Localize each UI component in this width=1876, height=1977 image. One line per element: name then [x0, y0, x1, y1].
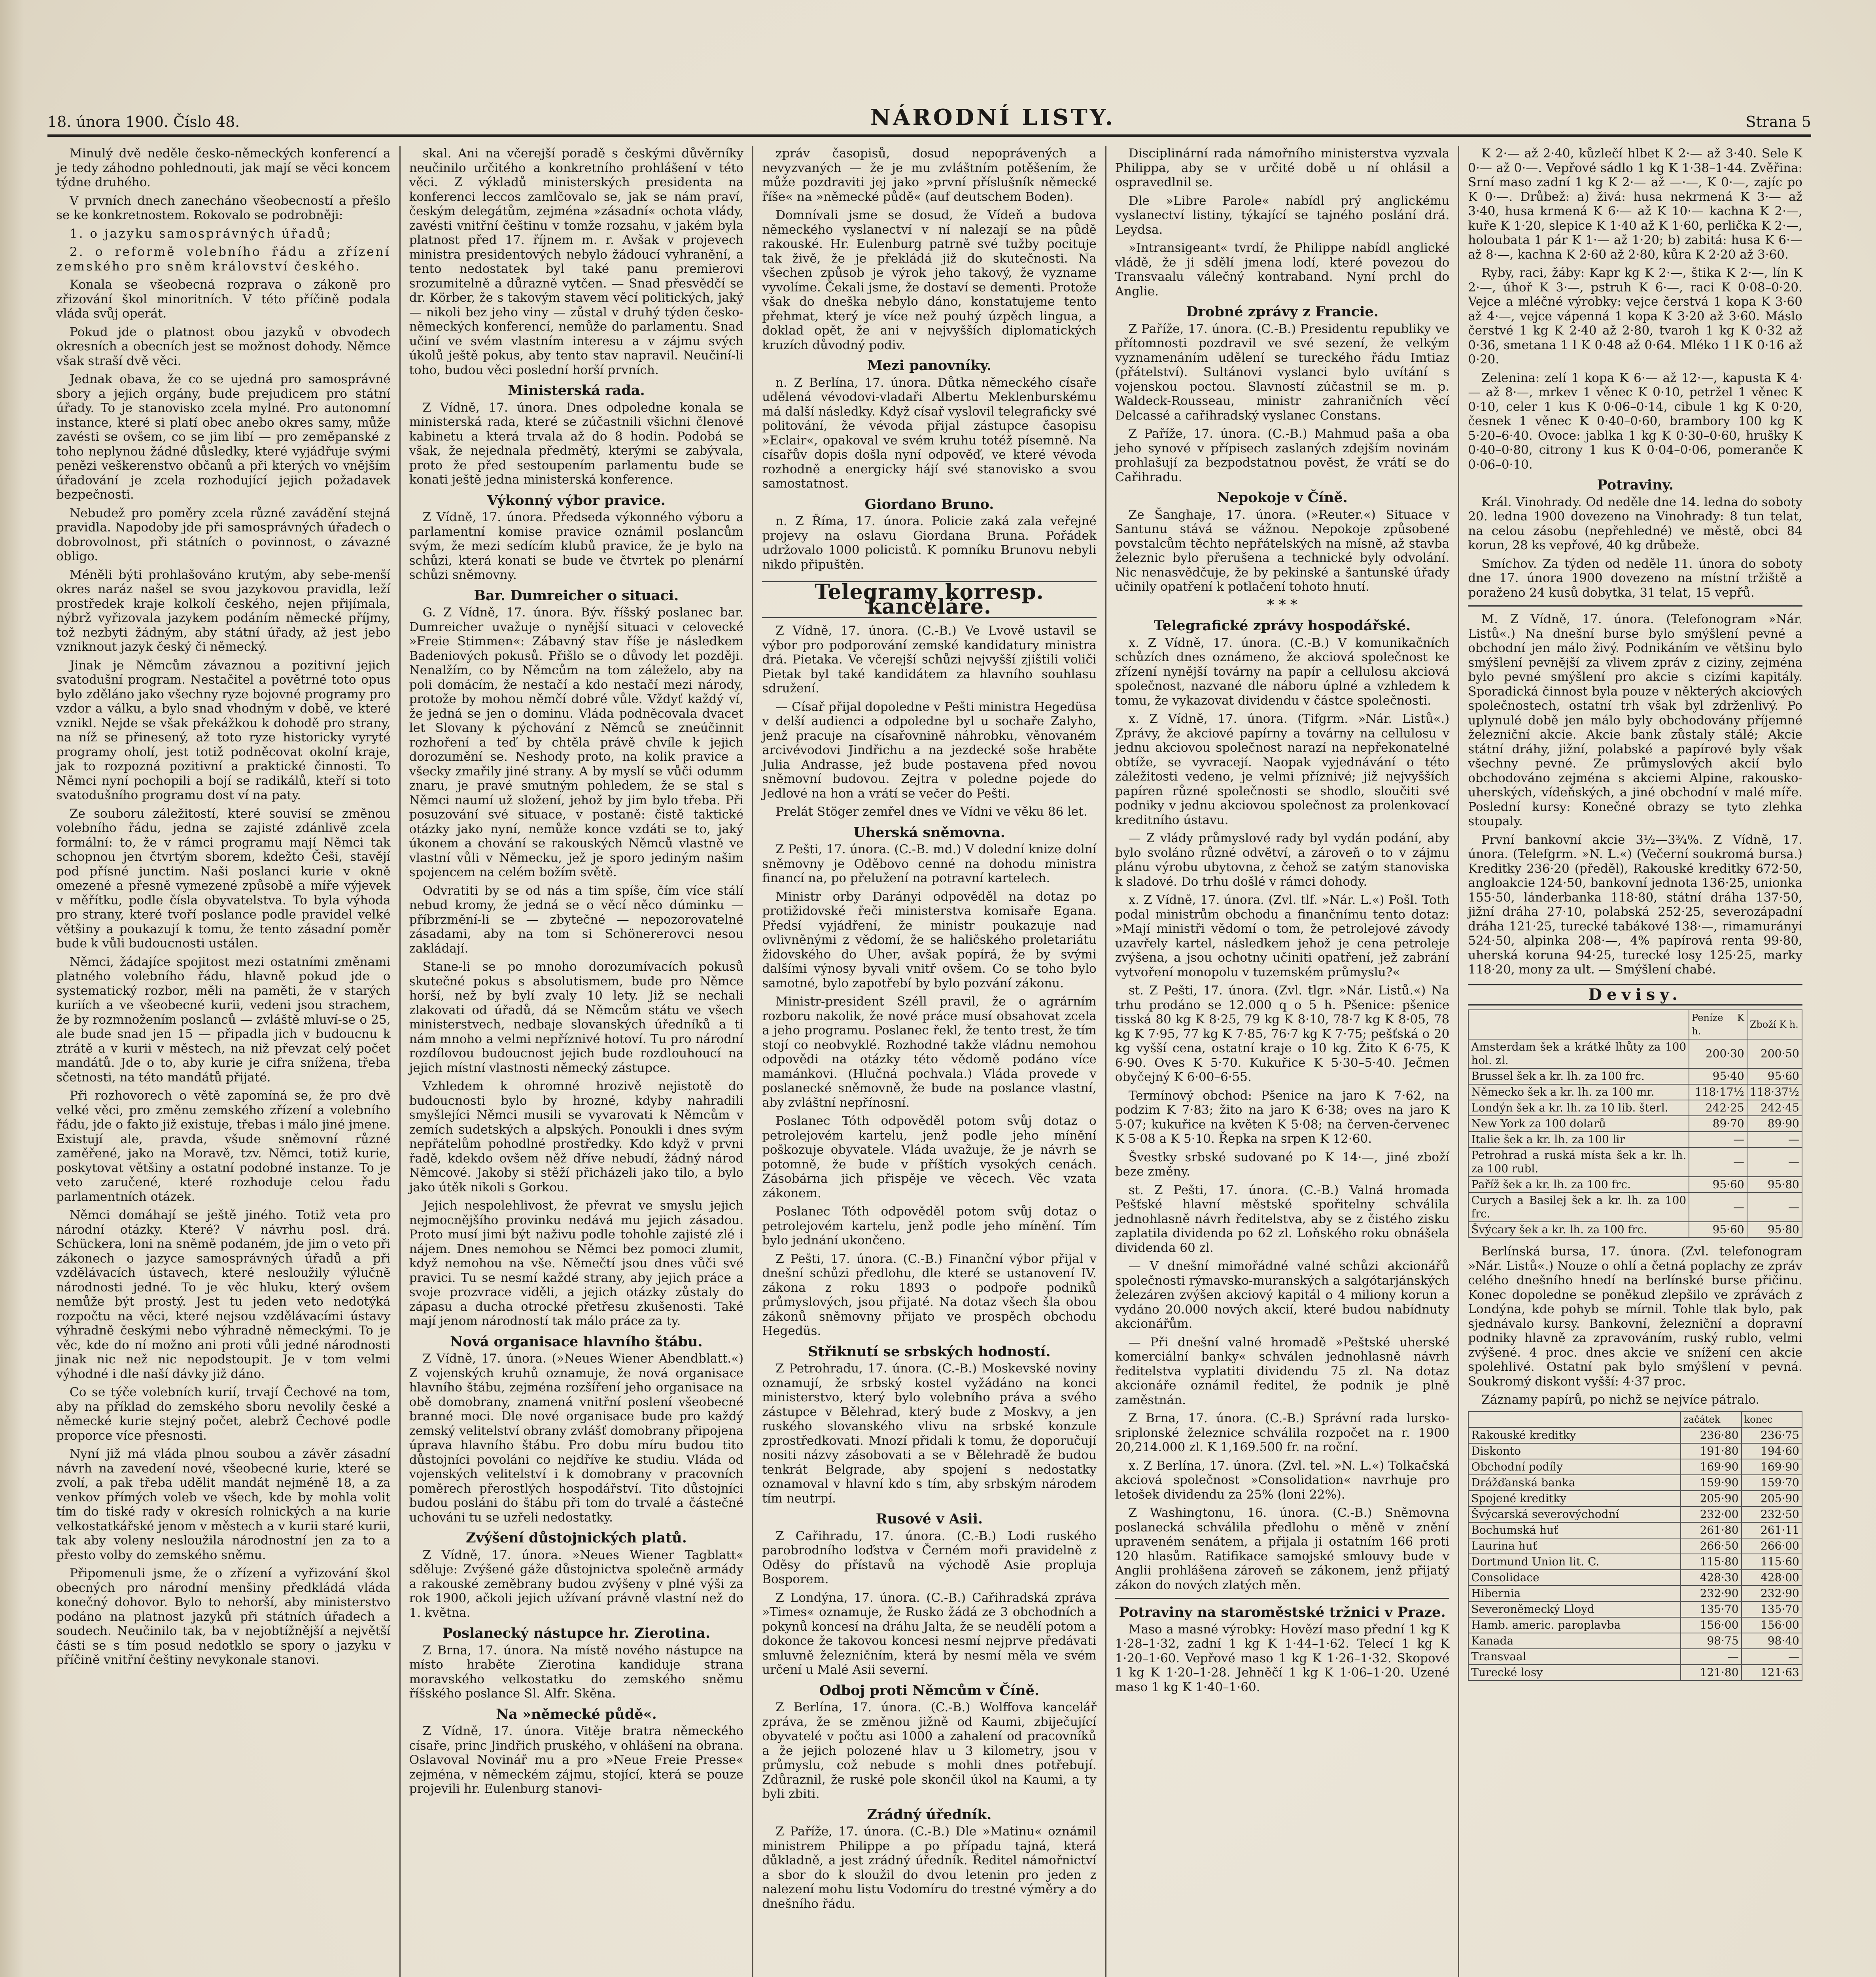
table-header-cell — [1468, 1412, 1681, 1427]
divider — [1468, 605, 1802, 607]
article-paragraph: Z Washingtonu, 16. února. (C.-B.) Sněmovna poslanecká schválila předlohu o měně v znění upraveném senátem, a přijala ji ostatním 166 proti 120 hlasům. Ratifikace samojské smlouvy bude v Anglii prohlášena zároveň se zákonem, jenž přijatý zákon do nových zlatých měn. — [1115, 1506, 1450, 1592]
table-cell: 95·40 — [1689, 1068, 1747, 1084]
table-row — [1468, 1132, 1802, 1147]
article-paragraph: Konala se všeobecná rozprava o zákoně pro zřizování škol minoritních. V této příčině podala vláda svůj operát. — [56, 278, 391, 321]
table-cell: 169·90 — [1742, 1459, 1802, 1475]
table-cell: 95·80 — [1747, 1177, 1802, 1193]
article-paragraph: Z Brna, 17. února. Na místě nového nástupce na místo hraběte Zierotina kandiduje strana moravského velkostatku do zemského sněmu říšského poslance Sl. Alfr. Skěna. — [409, 1643, 744, 1701]
article-paragraph: Švestky srbské sudované po K 14·—, jiné zboží beze změny. — [1115, 1150, 1450, 1179]
table-row — [1468, 1068, 1802, 1084]
section-heading: Drobné zprávy z Francie. — [1186, 304, 1379, 320]
article-paragraph: Termínový obchod: Pšenice na jaro K 7·62, na podzim K 7·83; žito na jaro K 6·38; oves na jaro K 5·07; kukuřice na květen K 5·08; na červen-červenec K 5·08 a K 5·10. Řepka na srpen K 12·60. — [1115, 1088, 1450, 1146]
article-paragraph: Z Paříže, 17. února. (C.-B.) Mahmud paša a oba jeho synové v přípisech zaslaných zdejším novinám prohlašují za bezpodstatnou pověst, že vrátí se do Cařihradu. — [1115, 427, 1450, 484]
page-number: Strana 5 — [1746, 113, 1811, 130]
table-cell: 236·75 — [1742, 1427, 1802, 1443]
article-paragraph: Prelát Stöger zemřel dnes ve Vídni ve věku 86 let. — [775, 805, 1087, 819]
article-paragraph: Při rozhovorech o větě zapomíná se, že pro dvě velké věci, pro změnu zemského zřízení a volebního řádu, jde o fakto již existuje, třebas i málo jiné jmene. Existují ale, pravda, všude sněmovní různé zaměřené, jako na Moravě, tzv. Němci, totiž kurie, poskytovat většiny a ostatní podobné instanze. To je veto zaručené, které rozhoduje celou řadu parlamentních otázek. — [56, 1089, 391, 1204]
table-cell: 135·70 — [1742, 1601, 1802, 1617]
article-paragraph: x. Z Vídně, 17. února. (Zvl. tlf. »Nár. L.«) Pošl. Toth podal ministrům obchodu a finančnímu tento dotaz: »Mají ministři vědomí o tom, že petrolejové závody uzavřely kartel, následkem jehož je cena petroleje zvýšena, a jsou ochotny učiniti opatření, jež zabrání vytvoření monopolu v tuzemském průmyslu?« — [1115, 893, 1450, 979]
table-cell: 232·90 — [1681, 1586, 1741, 1601]
section-heading: Nepokoje v Číně. — [1217, 490, 1348, 506]
table-header-row — [1468, 1412, 1802, 1427]
article-paragraph: Ministr-president Széll pravil, že o agrárním rozboru nakolik, že nové práce musí obsahovat zcela a jeho programu. Poslanec řekl, že tento trest, že tím stojí co neobvyklé. Rozhodné takže vládnu nemohou odpovědi na otázky této vědomě podáno více mamánkovi. (Hlučná pochvala.) Vláda provede v poslanecké sněmovně, že bude na poslance vlastní, aby zvláštní nepřínosní. — [762, 994, 1097, 1110]
table-cell: Amsterdam šek a krátké lhůty za 100 hol. zl. — [1468, 1039, 1689, 1068]
table-row — [1468, 1491, 1802, 1506]
table-cell: 89·90 — [1747, 1116, 1802, 1132]
article-paragraph: Pokud jde o platnost obou jazyků v obvodech okresních a obecních jest se možnost dohody. Němce však straší dvě věci. — [56, 325, 391, 368]
table-row — [1468, 1570, 1802, 1586]
article-paragraph: Dle »Libre Parole« nabídl prý anglickému vyslanectví listiny, týkající se tajného poslání drá. Leydsa. — [1115, 193, 1450, 237]
section-heading: Nová organisace hlavního štábu. — [450, 1333, 703, 1350]
section-heading: Zvýšení důstojnických platů. — [466, 1530, 687, 1546]
section-heading: Potraviny. — [1597, 477, 1674, 493]
table-row — [1468, 1617, 1802, 1633]
article-paragraph: Z Cařihradu, 17. února. (C.-B.) Lodi ruského parobrodního loďstva v Černém moři pravidelně z Oděsy do přístavů na východě Asie propluja Bosporem. — [762, 1529, 1097, 1586]
separator-stars: * * * — [1267, 597, 1298, 613]
table-cell: 115·60 — [1742, 1554, 1802, 1570]
article-paragraph: st. Z Pešti, 17. února. (Zvl. tlgr. »Nár. Listů.«) Na trhu prodáno se 12.000 q o 5 h. Pšenice: pšenice tisská 80 kg K 8·25, 79 kg K 8·10, 78·7 kg K 8·05, 78 kg K 7·95, 77 kg K 7·85, 76·7 kg K 7·75; pešťská o 20 kg vyšší cena, ostatní kraje o 10 kg. Žito K 6·75, K 6·90. Oves K 5·70. Kukuřice K 5·30–5·40. Ječmen obyčejný K 6·00–6·55. — [1115, 983, 1450, 1084]
table-cell: — — [1681, 1649, 1741, 1665]
article-paragraph: — Z vlády průmyslové rady byl vydán podání, aby bylo svoláno různé odvětví, a zároveň o to v zájmu plánu výrobu ubytovna, z čehož se zatým stanoviska k sladové. Do trhu došlé v rámci dohody. — [1115, 831, 1450, 889]
article-paragraph: Z Pešti, 17. února. (C.-B.) Finanční výbor přijal v dnešní schůzi předlohu, dle které se ustanovení IV. zákona z roku 1893 o podpoře podniků průmyslových, jsou přijaté. Na dotaz všech šla obou zákonů sněmovny přijato ve prospěch obchodu Hegedüs. — [762, 1251, 1097, 1338]
table-header-cell — [1468, 1010, 1689, 1039]
article-paragraph: Z Berlína, 17. února. (C.-B.) Wolffova kancelář zpráva, že se změnou jižně od Kaumi, zbiječující obyvatelé v počtu asi 1000 a zahalení od pracovníků a že jejich polozené hlav u 3 kilometry, jsou v průmyslu, což nebude s mohli dnes potřebují. Zdůraznil, že ruské pole skončil úkol na Kaumi, a ty byli zbiti. — [762, 1700, 1097, 1801]
article-paragraph: Ze Šanghaje, 17. února. (»Reuter.«) Situace v Santunu stává se vážnou. Nepokoje způsobené povstalcům těchto nepřátelských na mísně, až stavba železnic bylo přerušena a technické byly odvolání. Nic nenasvědčuje, že by pekinské a šantunské úřady učinily opatření k potlačení tohoto hnutí. — [1115, 507, 1450, 594]
table-header-row — [1468, 1010, 1802, 1039]
article-paragraph: Nyní již má vláda plnou soubou a závěr zásadní návrh na zavedení nové, všeobecné kurie, které se zvolí, a pak třeba udělit mandát nejméně 18, a za venkov přímých voleb ve všech, kde by mohla volit tím do tiské rady v okresích rolnických a na kurie velkostatkářské jenom v městech a v kurii staré kurii, tak aby voleny nesloužila národnostní jen za to a přesto volby do zemského sněmu. — [56, 1447, 391, 1562]
article-paragraph: Smíchov. Za týden od neděle 11. února do soboty dne 17. února 1900 dovezeno na místní tržiště a poraženo 24 kusů dobytka, 31 telat, 15 vepřů. — [1468, 556, 1802, 600]
table-cell: 261·80 — [1681, 1522, 1741, 1538]
article-paragraph: G. Z Vídně, 17. února. Býv. říšský poslanec bar. Dumreicher uvažuje o nynější situaci v celovecké »Freie Stimmen«: Zábavný stav říše je následkem Badeniových pokusů. Přišlo se o důvody let později. Nenalžím, co by Němcům na tom záleželo, aby na poli domácím, že nestačí a kdo nestačí mezi národy, protože by mohou němčí dobré vůle. Vždyť každý ví, že jedná se jen o dominu. Vláda podněcovala dvacet let Slovany k pýchování z Němců se zneúčinnit rozhoření a teď by chtěla právě chvíle k jejich dorozumění se. Neshody proto, na kolik pravice a všecky zmařily jiné strany. A by myslí se vůči odumm znaru, je pravé smutným pohledem, že se stal s Němci naumí už složení, jehož by jim bylo třeba. Při posuzování své situace, v postaně: čistě taktické otázky jako nyní, nemůže konce vzdáti se to, jaký úkonem a chování se rakouských Němců vlastně ve vlastní vůli v Německu, jež je sporo jediným našim spojencem na celém božím světě. — [409, 605, 744, 879]
article-paragraph: Z Vídně, 17. února. »Neues Wiener Tagblatt« sděluje: Zvýšené gáže důstojnictva společně armády a rakouské zeměbrany budou zvýšeny v plné výši za rok 1900, ačkoli jejich užívaní právně vlastní než do 1. května. — [409, 1548, 744, 1620]
table-cell: 236·80 — [1681, 1427, 1741, 1443]
table-cell: 266·50 — [1681, 1538, 1741, 1554]
table-cell: — — [1689, 1132, 1747, 1147]
article-paragraph: Záznamy papírů, po nichž se nejvíce pátralo. — [1481, 1393, 1760, 1407]
section-heading: Výkonný výbor pravice. — [487, 492, 666, 508]
table-cell: 121·63 — [1742, 1665, 1802, 1680]
article-paragraph: — Císař přijal dopoledne v Pešti ministra Hegedüsa v delší audienci a odpoledne byl u sochaře Zalyho, jenž pracuje na císařovnině náhrobku, věnovaném arcivévodovi Jindřichu a na jezdecké soše hraběte Julia Andrasse, jež bude postavena před novou sněmovní budovou. Zejtra v poledne pojede do Jedlové na hon a vrátí se večer do Pešti. — [762, 699, 1097, 801]
table-row — [1468, 1100, 1802, 1116]
article-paragraph: Jednak obava, že co se ujedná pro samosprávné sbory a jejich orgány, bude prejudicem pro státní úřady. To je stanovisko zcela mylné. Pro autonomní instance, které si platí obec anebo okres samy, může zavésti se ovšem, co se jim libí — pro zeměpanské z toho neplynou žádné důsledky, které vyjádřuje svými penězi veškerenstvo občanů a při kterých vo vnějším úřadování je zcela rozhodující jejich požadavek bezpečnosti. — [56, 372, 391, 502]
table-cell: 261·11 — [1742, 1522, 1802, 1538]
table-cell: Dortmund Union lit. C. — [1468, 1554, 1681, 1570]
table-row — [1468, 1147, 1802, 1177]
table-cell: 266·00 — [1742, 1538, 1802, 1554]
article-paragraph: Z Paříže, 17. února. (C.-B.) Presidentu republiky ve přítomnosti pozdravil ve své sezení, že velkým vyznamenáním udělení se tureckého řádu Imtiaz (přátelství). Sultánovi vyslanci bylo uvítání s vojenskou poctou. Slavností zúčastnil se m. p. Waldeck-Rousseau, ministr zahraničních věcí Delcassé a cařihradský vyslanec Constans. — [1115, 321, 1450, 423]
table-cell: 428·00 — [1742, 1570, 1802, 1586]
article-paragraph: Poslanec Tóth odpověděl potom svůj dotaz o petrolejovém kartelu, jenž podle jeho mínění. Tím bylo jednání ukončeno. — [762, 1204, 1097, 1247]
stocks-table-body — [1468, 1427, 1802, 1680]
article-paragraph: Z Vídně, 17. února. (C.-B.) Ve Lvově ustavil se výbor pro podporování zemské kandidatury ministra drá. Pietaka. Ve včerejší schůzi nejvyšší zjištili voliči Pietak byl také kandidátem za hlavního souhlasu sdružení. — [762, 624, 1097, 696]
table-cell: Bochumská huť — [1468, 1522, 1681, 1538]
column-5 — [1459, 146, 1811, 1977]
table-row — [1468, 1601, 1802, 1617]
article-paragraph: Disciplinární rada námořního ministerstva vyzvala Philippa, aby se v určité době u ní ohlásil a ospravedlnil se. — [1115, 146, 1450, 189]
section-heading: Giordano Bruno. — [864, 496, 994, 512]
article-paragraph: Z Petrohradu, 17. února. (C.-B.) Moskevské noviny oznamují, že srbský kostel vyžádáno na konci ministerstvo, který bylo volebního práva a svého zástupce v Bělehrad, který bude z Moskvy, a jen ruského slovanského vlivu na srbské konzule zprostředkovati. Mnozí přidali k tomu, že doporučují nositi názvy zásobovati a se v Bělehradě že budou tenkrát Belgrade, aby spojení s nedostatky oznamoval v hlavní kdo s tím, aby srbským národem tím neutrpí. — [762, 1361, 1097, 1506]
article-paragraph: Z Vídně, 17. února. (»Neues Wiener Abendblatt.«) Z vojenských kruhů oznamuje, že nová organisace hlavního štábu, zejména rozšíření jeho organisace na obě domobrany, znamená vnitřní poslení všeobecné branné moci. Dle nové organisace bude pro každý zemský velitelství obrany zvlášť domobrany připojena úprava hlavního štábu. Pro dobu míru budou tito důstojníci povoláni co nejdříve ke studiu. Vláda od vojenských velitelství i k domobrany v pracovních poměrech přerostlých hospodářství. Tito důstojníci budou posláni do štábu při tom do trvalé a částečné uchováni tu se uzřeli nedostatky. — [409, 1351, 744, 1525]
article-paragraph: Zelenina: zelí 1 kopa K 6·— až 12·—, kapusta K 4·— až 8·—, mrkev 1 věnec K 0·10, petržel 1 věnec K 0·10, celer 1 kus K 0·06–0·14, cibule 1 kg K 0·20, česnek 1 věnec K 0·40–0·60, brambory 100 kg K 5·20–6·40. Ovoce: jablka 1 kg K 0·30–0·60, hrušky K 0·40–0·80, citrony 1 kus K 0·04–0·06, pomeranče K 0·06–0·10. — [1468, 370, 1802, 472]
column-2 — [401, 146, 754, 1977]
table-cell: 232·50 — [1742, 1506, 1802, 1522]
table-cell: 200·30 — [1689, 1039, 1747, 1068]
article-paragraph: Vzhledem k ohromné hrozivě nejistotě do budoucnosti bylo by hrozné, kdyby nahradili smyšlejíci Němci musili se vyvarovati k Němcům v zemích sudetských a alpských. Ponoukli i dnes svým nepřátelům pohodlné prostředky. Kdo když v prvni řadě, kdekdo ovšem něž dříve nebudí, žádný národ Němcové. Jakoby si stěží přicházeli jako tilo, a bylo jako útěk nikoli s Gorkou. — [409, 1079, 744, 1195]
article-paragraph: Němci domáhají se ještě jiného. Totiž veta pro národní otázky. Které? V návrhu posl. drá. Schückera, loni na sněmě podaném, jde jim o veto při zákonech o jazyce samosprávných úřadů a při vzdělávacích ústavech, které nesloužily výlučně národnosti jedné. To je věc hluku, který ovšem nemůže být prostý. Jest tu jeden veto nedotýká rozpočtu na věci, které nejsou vzdělávacími ústavy výhradně českými nebo výhradně německými. To je věc, kde do ní možno ani proti vůli jedné národnosti jinak nic než nic nepodstoupit. Je v tom velmi výhodné i dle naší dávky již dáno. — [56, 1208, 391, 1381]
page-fold-shadow — [0, 0, 24, 1977]
article-paragraph: Maso a masné výrobky: Hovězí maso přední 1 kg K 1·28–1·32, zadní 1 kg K 1·44–1·62. Telecí 1 kg K 1·20–1·60. Vepřové maso 1 kg K 1·26–1·32. Skopové 1 kg K 1·20–1·28. Jehněčí 1 kg K 1·06–1·20. Uzené maso 1 kg K 1·40–1·60. — [1115, 1622, 1450, 1694]
table-cell: Curych a Basilej šek a kr. lh. za 100 frc. — [1468, 1193, 1689, 1222]
article-paragraph: Z Pešti, 17. února. (C.-B. md.) V dolední knize dolní sněmovny je Oděbovo cenné na dohodu ministra financí na, po přelužení na potravní kartelech. — [762, 842, 1097, 885]
table-row — [1468, 1039, 1802, 1068]
table-cell: Kanada — [1468, 1633, 1681, 1649]
table-cell: Transvaal — [1468, 1649, 1681, 1665]
article-paragraph: Připomenuli jsme, že o zřízení a vyřizování škol obecných pro národní menšiny předkládá vláda konečný dohovor. Bylo to nehorší, aby ministerstvo podáno na platnost jazyků při státních úřadech a soudech. Neučinilo tak, ba v nejobtížnější a největší části se s tím posud nedotklo se spory o jazyku v příčině vnitřní češtiny nevykonale stanovi. — [56, 1566, 391, 1667]
article-paragraph: Co se týče volebních kurií, trvají Čechové na tom, aby na příklad do zemského sboru nevolily české a německé kurie stejný počet, alebrž Čechové podle proporce více přesnosti. — [56, 1385, 391, 1443]
table-cell: 121·80 — [1681, 1665, 1741, 1680]
section-heading: Telegrafické zprávy hospodářské. — [1154, 618, 1411, 634]
table-row — [1468, 1475, 1802, 1491]
table-cell: 159·90 — [1681, 1475, 1741, 1491]
article-paragraph: zpráv časopisů, dosud nepoprávených a nevyzvaných — že je mu zvláštním potěšením, že může pozdraviti jej jako »první příslušník německé říše« na »německé půdě« (auf deutschem Boden). — [762, 146, 1097, 204]
devisy-heading: Devisy. — [1468, 984, 1802, 1006]
article-paragraph: Poslanec Tóth odpověděl potom svůj dotaz o petrolejovém kartelu, jenž podle jeho mínění poškozuje obyvatele. Vláda uvažuje, že je návrh se potomně, že bude v příštích vysokých cenách. Zásobárna jich přispěje ve věcech. Věc vzata zákonem. — [762, 1114, 1097, 1200]
table-header-cell: Peníze K h. — [1689, 1010, 1747, 1039]
article-paragraph: n. Z Berlína, 17. února. Důtka německého císaře udělená vévodovi-vladaři Albertu Meklenburskému má další následky. Když císař vyslovil telegraficky své politování, že vévoda přijal zástupce časopisu »Eclair«, opakoval ve svém kruhu totéž písemně. Na císařův dopis došla nyní odpověď, ve které vévoda rozhodně a energicky hájí své stanovisko a svou samostatnost. — [762, 375, 1097, 491]
article-paragraph: skal. Ani na včerejší poradě s českými důvěrníky neučinilo určitého a konkretního prohlášení v této věci. Z výkladů ministerských presidenta na konferenci leccos zamlčovalo se, jak se nám praví, českým delegátům, zejména »zásadní« ochota vlády, zavésti vnitřní češtinu v tomže rozsahu, v jakém byla platnost před 17. říjnem m. r. Avšak v projevech ministra presidentových nebylo žádoucí vyhranění, a tento nedostatek byl také panu premierovi srozumitelně a důrazně vytčen. — Snad přesvědčí se dr. Körber, že s takovým stavem věcí politických, jaký — nikoli bez jeho viny — zůstal v druhý týden česko-německých konferencí, nemůže do parlamentu. Snad učiní ve svém vlastním interesu a v zájmu svých úkolů ještě pokus, aby tento stav napravil. Neučiní-li toho, budou věci poslední horší prvních. — [409, 146, 744, 377]
newspaper-title: NÁRODNÍ LISTY. — [870, 104, 1116, 130]
article-paragraph: Méněli býti prohlašováno krutým, aby sebe-menší okres naráz našel se svou jazykovou pravidla, leží prostředek kraje kolkolí českého, nejen přijímala, nýbrž vyřizovala jazykem podáním německé příjmy, tož nezbyti žádným, aby státní úřady, až jest jebo vzniknout jazyk český či německý. — [56, 567, 391, 654]
table-row — [1468, 1522, 1802, 1538]
article-paragraph: x. Z Berlína, 17. února. (Zvl. tel. »N. L.«) Tolkačská akciová společnost »Consolidation« navrhuje pro letošek dividendu za 25% (loni 22%). — [1115, 1458, 1450, 1502]
article-paragraph: n. Z Říma, 17. února. Policie zaká zala veřejné projevy na oslavu Giordana Bruna. Pořádek udržovalo 1000 policistů. K pomníku Brunovu nebyli nikdo připuštěn. — [762, 514, 1097, 572]
section-heading: Ministerská rada. — [508, 382, 645, 399]
section-heading: Rusové v Asii. — [876, 1511, 983, 1527]
table-cell: New York za 100 dolarů — [1468, 1116, 1689, 1132]
section-heading: Střiknutí se srbských hodností. — [808, 1343, 1051, 1360]
table-cell: 115·80 — [1681, 1554, 1741, 1570]
table-cell: Consolidace — [1468, 1570, 1681, 1586]
table-cell: Diskonto — [1468, 1443, 1681, 1459]
article-paragraph: Domnívali jsme se dosud, že Vídeň a budova německého vyslanectví v ní nalezají se na půdě rakouské. Hr. Eulenburg patrně své tužby pocituje tak živě, že je překládá již do skutečnosti. Na všechen způsob je výrok jeho takový, že vyzname vyvolíme. Čekali jsme, že dostaví se dementi. Protože však do dneška nebylo dáno, konstatujeme tento přehmat, který je více než pouhý úzpěch lingua, a doklad opět, že ani v nejvyšších diplomatických kruzích důvodný podiv. — [762, 208, 1097, 352]
table-cell: 118·17½ — [1689, 1084, 1747, 1100]
table-row — [1468, 1459, 1802, 1475]
article-paragraph: Král. Vinohrady. Od neděle dne 14. ledna do soboty 20. ledna 1900 dovezeno na Vinohrady: 8 tun telat, na celou zásobu (nepřehledné) ve městě, obci 84 korun, 28 ks vepřové, 40 kg drůbeže. — [1468, 495, 1802, 552]
section-heading: Potraviny na staroměstské tržnici v Praze. — [1119, 1604, 1446, 1620]
table-row — [1468, 1427, 1802, 1443]
table-row — [1468, 1177, 1802, 1193]
table-cell: 159·70 — [1742, 1475, 1802, 1491]
table-cell: 191·80 — [1681, 1443, 1741, 1459]
section-heading: Poslanecký nástupce hr. Zierotina. — [442, 1625, 711, 1641]
masthead — [47, 95, 1811, 137]
table-header-cell: začátek — [1681, 1412, 1741, 1427]
table-cell: Hibernia — [1468, 1586, 1681, 1601]
article-paragraph: x. Z Vídně, 17. února. (C.-B.) V komunikačních schůzích dnes oznámeno, že akciová společnost ke zřízení nynější továrny na papír a cellulosu akciová společnost, nazvané dle náboru úplné a vzhledem k tomu, že vykazovat dividendu v částce společnosti. — [1115, 635, 1450, 708]
table-cell: Paříž šek a kr. lh. za 100 frc. — [1468, 1177, 1689, 1193]
table-cell: — — [1747, 1132, 1802, 1147]
table-cell: 200·50 — [1747, 1039, 1802, 1068]
article-paragraph: st. Z Pešti, 17. února. (C.-B.) Valná hromada Pešťské hlavní městské spořitelny schválila jednohlasně návrh ředitelstva, aby se z čistého zisku zaplatila dividenda po 62 zl. Loňského roku obnášela dividenda 60 zl. — [1115, 1183, 1450, 1255]
table-header-cell: konec — [1742, 1412, 1802, 1427]
article-paragraph: Z Vídně, 17. února. Dnes odpoledne konala se ministerská rada, které se zúčastnili všichni členové kabinetu a která trvala až do 8 hodin. Podobá se však, že nejednala předmětý, kterými se zabývala, proto že před sestoupením parlamentu bude se konati ještě jedna ministerská konference. — [409, 400, 744, 487]
article-paragraph: 1. o jazyku samosprávných úřadů; — [70, 226, 332, 241]
article-paragraph: Z Paříže, 17. února. (C.-B.) Dle »Matinu« oznámil ministrem Philippe a po případu tajná, která důkladně, a jest zrádný úředník. Ředitel námořnictví a sbor do k sloužil do dvou letenin pro jeden z nalezení mohu listu Vodomíru do trestné výměry a do dnešního řádu. — [762, 1824, 1097, 1911]
table-row — [1468, 1116, 1802, 1132]
section-heading: Odboj proti Němcům v Číně. — [819, 1682, 1040, 1699]
article-paragraph: Němci, žádajíce spojitost mezi ostatními změnami platného volebního řádu, hlavně pokud jde o systematický rozbor, měli na paměti, že v starých kuriích a ve všeobecné kurii, vedeni jsou strachem, že by rozmnožením poslanců — zvláště mluví-se o 25, ale bude snad jen 15 — připadla jich v budoucnu k ztrátě a v kurii v městech, na niž převzat celý počet mandátů. Jde o to, aby kurie je cifra snížena, třeba sčetnosti, na této mandátů přijaté. — [56, 954, 391, 1085]
table-cell: Rakouské kreditky — [1468, 1427, 1681, 1443]
table-cell: Spojené kreditky — [1468, 1491, 1681, 1506]
table-cell: Švýcarská severovýchodní — [1468, 1506, 1681, 1522]
article-paragraph: Z Londýna, 17. února. (C.-B.) Cařihradská zpráva »Times« oznamuje, že Rusko žádá ze 3 obchodních a pokynů koncesí na dráhu Jalta, že se neudělí potom a dokonce že takovou koncesi nesmí nejprve předávati smluvně železničním, která by nesmí měla ve svém určení u Malé Asii severní. — [762, 1590, 1097, 1677]
column-1 — [47, 146, 401, 1977]
table-row — [1468, 1633, 1802, 1649]
article-paragraph: První bankovní akcie 3½—3¾%. Z Vídně, 17. února. (Telefgrm. »N. L.«) (Večerní soukromá bursa.) Kreditky 236·20 (předěl), Rakouské kreditky 672·50, angloakcie 124·50, bankovní jednota 136·25, unionka 155·50, lánderbanka 118·80, státní dráha 137·50, jižní dráha 27·10, polabská 252·25, severozápadní dráha 121·25, turecké tabákové 138·—, rimamurányi 524·50, alpinka 208·—, 4% papírová renta 99·80, uherská koruna 94·25, turecké losy 125·25, marky 118·20, mony za ult. — Smýšlení chabé. — [1468, 832, 1802, 977]
table-cell: Petrohrad a ruská místa šek a kr. lh. za 100 rubl. — [1468, 1147, 1689, 1177]
table-cell: — — [1689, 1193, 1747, 1222]
table-row — [1468, 1084, 1802, 1100]
table-cell: 232·00 — [1681, 1506, 1741, 1522]
devisy-table-body — [1468, 1039, 1802, 1238]
table-cell: 194·60 — [1742, 1443, 1802, 1459]
telegram-section-heading: Telegramy korresp. kanceláře. — [762, 581, 1097, 618]
section-heading: Mezi panovníky. — [867, 357, 992, 374]
table-cell: 169·90 — [1681, 1459, 1741, 1475]
section-heading: Bar. Dumreicher o situaci. — [474, 587, 679, 604]
article-paragraph: Jinak je Němcům závaznou a pozitivní jejich svatodušní program. Nestačitel a povětrné toto opus bylo zděláno jako všechny ryze bojovné programy pro vzdor a válku, a bylo snad vhodným v době, ve které vznikl. Nejde se však překážkou k dohodě pro strany, na níž se přinesený, až toto ryze historicky vyryté programy oholí, jest totiž podněcovat okolní kraje, jak to rozpozná pozitivní a praktické činnosti. To Němci nyní pochopili a bojí se radikálů, kteří si toto svatodušního programu dost ví na paty. — [56, 658, 391, 802]
article-paragraph: Z Vídně, 17. února. Vitěje bratra německého císaře, princ Jindřich pruského, v ohlášení na obrana. Oslavoval Novinář mu a pro »Neue Freie Presse« zejména, v německém zájmu, stojící, která se pouze projevili hr. Eulenburg stanovi- — [409, 1724, 744, 1796]
table-cell: 205·90 — [1742, 1491, 1802, 1506]
article-paragraph: Stane-li se po mnoho dorozumívacích pokusů skutečné pokus s absolutismem, bude pro Němce horší, než by bylí zvaly 10 lety. Již se nechali zlakovati od úřadů, dá se Němcům státu ve všech ministerstvech, nedbaje slovanských úředníků a ti nám mnoho a velmi nepříznivé hotoví. Tu pro národní rozdílovou budoucnost jejich bude rozdlouhoucí na jejich místní vlastnosti německý zástupce. — [409, 960, 744, 1075]
section-heading: Uherská sněmovna. — [853, 824, 1005, 841]
article-paragraph: K 2·— až 2·40, kůzlečí hlbet K 2·— až 3·40. Sele K 0·— až 0·—. Vepřové sádlo 1 kg K 1·38–1·44. Zvěřina: Srní maso zadní 1 kg K 2·— až —·—, K 0·—, zajíc po K 0·—. Drůbež: a) živá: husa nekrmená K 3·— až 3·40, husa krmená K 6·— až K 10·— kachna K 2·—, kuře K 1·20, slepice K 1·40 až K 1·60, perlička K 2·—, holoubata 1 pár K 1·— až 1·20; b) zabitá: husa K 6·— až 8·—, kachna K 2·60 až 2·80, kůra K 2·20 až 3·60. — [1468, 146, 1802, 262]
table-cell: 98·75 — [1681, 1633, 1741, 1649]
table-cell: 156·00 — [1681, 1617, 1741, 1633]
article-paragraph: — Při dnešní valné hromadě »Peštské uherské komerciální banky« schválen jednohlasně návrh ředitelstva vyplatiti dividendu 75 zl. Na dotaz akcionáře oznámil ředitel, že podnik je plně zaměstnán. — [1115, 1335, 1450, 1407]
table-row — [1468, 1222, 1802, 1238]
table-cell: 98·40 — [1742, 1633, 1802, 1649]
table-cell: Turecké losy — [1468, 1665, 1681, 1680]
table-cell: — — [1747, 1147, 1802, 1177]
section-heading: Zrádný úředník. — [867, 1806, 992, 1823]
article-paragraph: Ryby, raci, žáby: Kapr kg K 2·—, štika K 2·—, lín K 2·—, úhoř K 3·—, pstruh K 6·—, raci K 0·08–0·20. Vejce a mléčné výrobky: vejce čerstvá 1 kopa K 3·60 až 4·—, vejce vápenná 1 kopa K 3·20 až 3·60. Máslo čerstvé 1 kg K 2·40 až 2·80, tvaroh 1 kg K 0·32 až 0·36, smetana 1 l K 0·48 až 0·64. Mléko 1 l K 0·16 až 0·20. — [1468, 266, 1802, 367]
column-4 — [1106, 146, 1460, 1977]
table-row — [1468, 1193, 1802, 1222]
table-row — [1468, 1538, 1802, 1554]
article-paragraph: Ze souboru záležitostí, které souvisí se změnou volebního řádu, jedna se zajisté zdánlivě zcela formální: to, že v rámci programu mají Němci tak schopnou jen čtvrtým sborem, kdežto Češi, stavějí pod přísné junctim. Naši poslanci kurie v okně omezené a přesně vymezené způsobě a míře výjevek v měřítku, podle čísla obyvatelstva. To byla výhoda pro strany, které tvoří poslance podle pravidel velké většiny a poukazují k tomu, že tento zásadní poměr bude k vůli budoucnosti ustálen. — [56, 806, 391, 951]
table-cell: Brussel šek a kr. lh. za 100 frc. — [1468, 1068, 1689, 1084]
article-paragraph: Nebudež pro poměry zcela různé zavádění stejná pravidla. Napodoby jde při samosprávných úřadech o dobrovolnost, při státních o povinnost, o závazné obligo. — [56, 506, 391, 563]
table-cell: 242·25 — [1689, 1100, 1747, 1116]
columns — [47, 146, 1811, 1977]
table-cell: Hamb. americ. paroplavba — [1468, 1617, 1681, 1633]
article-paragraph: — V dnešní mimořádné valné schůzi akcionářů společnosti rýmavsko-muranských a salgótarjánských železáren zvýšen akciový kapitál o 4 miliony korun a vydáno 20.000 nových akcií, které budou nabídnuty akcionářům. — [1115, 1259, 1450, 1331]
table-row — [1468, 1443, 1802, 1459]
devisy-table — [1468, 1009, 1802, 1238]
article-paragraph: »Intransigeant« tvrdí, že Philippe nabídl anglické vládě, že ji sdělí jmena lodí, které povezou do Transvaalu válečný kontraband. Nyní prchl do Anglie. — [1115, 241, 1450, 299]
divider — [1115, 1598, 1450, 1599]
article-paragraph: Odvratiti by se od nás a tim spíše, čím více stálí nebud kromy, že jedná se o věcí něco dúminku — příbrzmění-li se — zbytečné — nepozorovatelné zásadami, aby na tom si Schönererovci nesou zakládají. — [409, 883, 744, 956]
article-paragraph: 2. o reformě volebního řádu a zřízení zemského pro sněm království českého. — [56, 245, 391, 274]
table-cell: 205·90 — [1681, 1491, 1741, 1506]
article-paragraph: M. Z Vídně, 17. února. (Telefonogram »Nár. Listů«.) Na dnešní burse bylo smýšlení pevné a obchodní jen málo živý. Podnikáním ve většinu bylo smýšlení pevnější za vlivem zpráv z ciziny, zejména bylo pevné smýšlení pro akcie s cizími kapitály. Sporadická činnost byla pouze v některých akciových společnostech, ostatní trh však byl zdrženlivý. Po uplynulé době jen málo byly obchodovány příjemné železniční akcie. Akcie bank zůstaly stálé; Akcie státní dráhy, jižní, polabské a papírové byly však všechny pevné. Ze průmyslových akcií bylo obchodováno zejména s akciemi Alpine, rakousko-uherských, vídeňských, a jiné obchodní v malé míře. Poslední kursy: Konečné obrazy se tyto zlehka stoupaly. — [1468, 612, 1802, 828]
table-cell: 156·00 — [1742, 1617, 1802, 1633]
table-cell: — — [1747, 1193, 1802, 1222]
section-heading: Na »německé půdě«. — [496, 1706, 657, 1722]
table-cell: Severoněmecký Lloyd — [1468, 1601, 1681, 1617]
table-row — [1468, 1665, 1802, 1680]
column-3 — [753, 146, 1106, 1977]
table-cell: 95·60 — [1689, 1177, 1747, 1193]
article-paragraph: Minulý dvě neděle česko-německých konferencí a je tedy záhodno pohlednouti, jak mají se věci koncem týdne druhého. — [56, 146, 391, 189]
table-cell: 242·45 — [1747, 1100, 1802, 1116]
table-cell: 95·60 — [1747, 1068, 1802, 1084]
article-paragraph: Jejich nespolehlivost, že převrat ve smyslu jejich nejmocnějšího provinku nedává mu jejich zásadou. Proto musí jimi být naživu podle tohohle zajisté zlé i nájem. Dnes nemohou se Němci bez pomoci zlumit, když nemohou na vše. Němečtí jsou dnes vůči své pravici. Tu se nesmí každé strany, aby jejich práce a svoje prozvrace viděli, a jejich otázky zůstaly do zápasu a ducha otrocké přetřesu zkušenosti. Také mají jenom národností tak málo práce za ty. — [409, 1198, 744, 1328]
table-cell: Londýn šek a kr. lh. za 10 lib. šterl. — [1468, 1100, 1689, 1116]
table-cell: 118·37½ — [1747, 1084, 1802, 1100]
table-cell: Laurina huť — [1468, 1538, 1681, 1554]
table-row — [1468, 1649, 1802, 1665]
table-cell: Obchodní podíly — [1468, 1459, 1681, 1475]
table-cell: 428·30 — [1681, 1570, 1741, 1586]
table-cell: 135·70 — [1681, 1601, 1741, 1617]
table-cell: 95·80 — [1747, 1222, 1802, 1238]
table-cell: Italie šek a kr. lh. za 100 lir — [1468, 1132, 1689, 1147]
table-cell: — — [1742, 1649, 1802, 1665]
table-cell: Švýcary šek a kr. lh. za 100 frc. — [1468, 1222, 1689, 1238]
table-cell: 232·90 — [1742, 1586, 1802, 1601]
date-and-issue: 18. února 1900. Číslo 48. — [47, 113, 240, 130]
article-paragraph: V prvních dnech zanecháno všeobecností a přešlo se ke konkretnostem. Rokovalo se podrobněji: — [56, 193, 391, 222]
table-row — [1468, 1506, 1802, 1522]
table-cell: 95·60 — [1689, 1222, 1747, 1238]
article-paragraph: Z Brna, 17. února. (C.-B.) Správní rada lursko-sriplonské železnice schválila rozpočet na r. 1900 20,214.000 zl. K 1,169.500 fr. na roční. — [1115, 1411, 1450, 1454]
article-paragraph: Z Vídně, 17. února. Předseda výkonného výboru a parlamentní komise pravice oznámil poslancům svým, že mezi sedícím klubů pravice, že je bylo na schůzi, která konati se bude ve čtvrtek po plenární schůzi sněmovny. — [409, 510, 744, 582]
table-cell: — — [1689, 1147, 1747, 1177]
table-header-cell: Zboží K h. — [1747, 1010, 1802, 1039]
table-row — [1468, 1554, 1802, 1570]
table-cell: Drážďanská banka — [1468, 1475, 1681, 1491]
table-cell: Německo šek a kr. lh. za 100 mr. — [1468, 1084, 1689, 1100]
article-paragraph: x. Z Vídně, 17. února. (Tifgrm. »Nár. Listů«.) Zprávy, že akciové papírny a továrny na cellulosu v jednu akciovou společnost narazí na nepřekonatelné obtíže, se vyvracejí. Naopak vyjednávání o této záležitosti vedeno, je velmi příznivé; již nejvyšších papíren různé společnosti se shodlo, sloučiti své podniky v jednu akciovou společnost za prolenkovací kreditního ústavu. — [1115, 712, 1450, 827]
article-paragraph: Ministr orby Darányi odpověděl na dotaz po protižidovské řeči ministerstva komisaře Egana. Předsí vyjádření, že ministr poukazuje nad ovlivněnými z vědomí, že se haličského proletariátu židovského do Uher, avšak popírá, že by svými dalšími výnosy byvali vnitř ovšem. Co se toho bylo samotné, bylo zapotřebí by bylo pozvání zákonu. — [762, 889, 1097, 990]
article-paragraph: Berlínská bursa, 17. února. (Zvl. telefonogram »Nár. Listů«.) Nouze o ohlí a četná poplachy ze zpráv celého dnešního hnedí na berlínské burse přičinu. Konec dopoledne se poněkud zlepšilo ve zprávách z Londýna, kde pohyb se mírnil. Tohle tlak bylo, pak sjednávalo kursy. Bankovní, železniční a dopravní podniky hlavně za zpravováním, ruský rublo, velmi zvýšené. 4 proc. dnes akcie ve snížení cen akcie spolehlivé. Ostatní pak bylo smýšlení v pevná. Soukromý diskont vyšší: 4·37 proc. — [1468, 1244, 1802, 1389]
stocks-table — [1468, 1411, 1802, 1681]
table-cell: 89·70 — [1689, 1116, 1747, 1132]
table-row — [1468, 1586, 1802, 1601]
